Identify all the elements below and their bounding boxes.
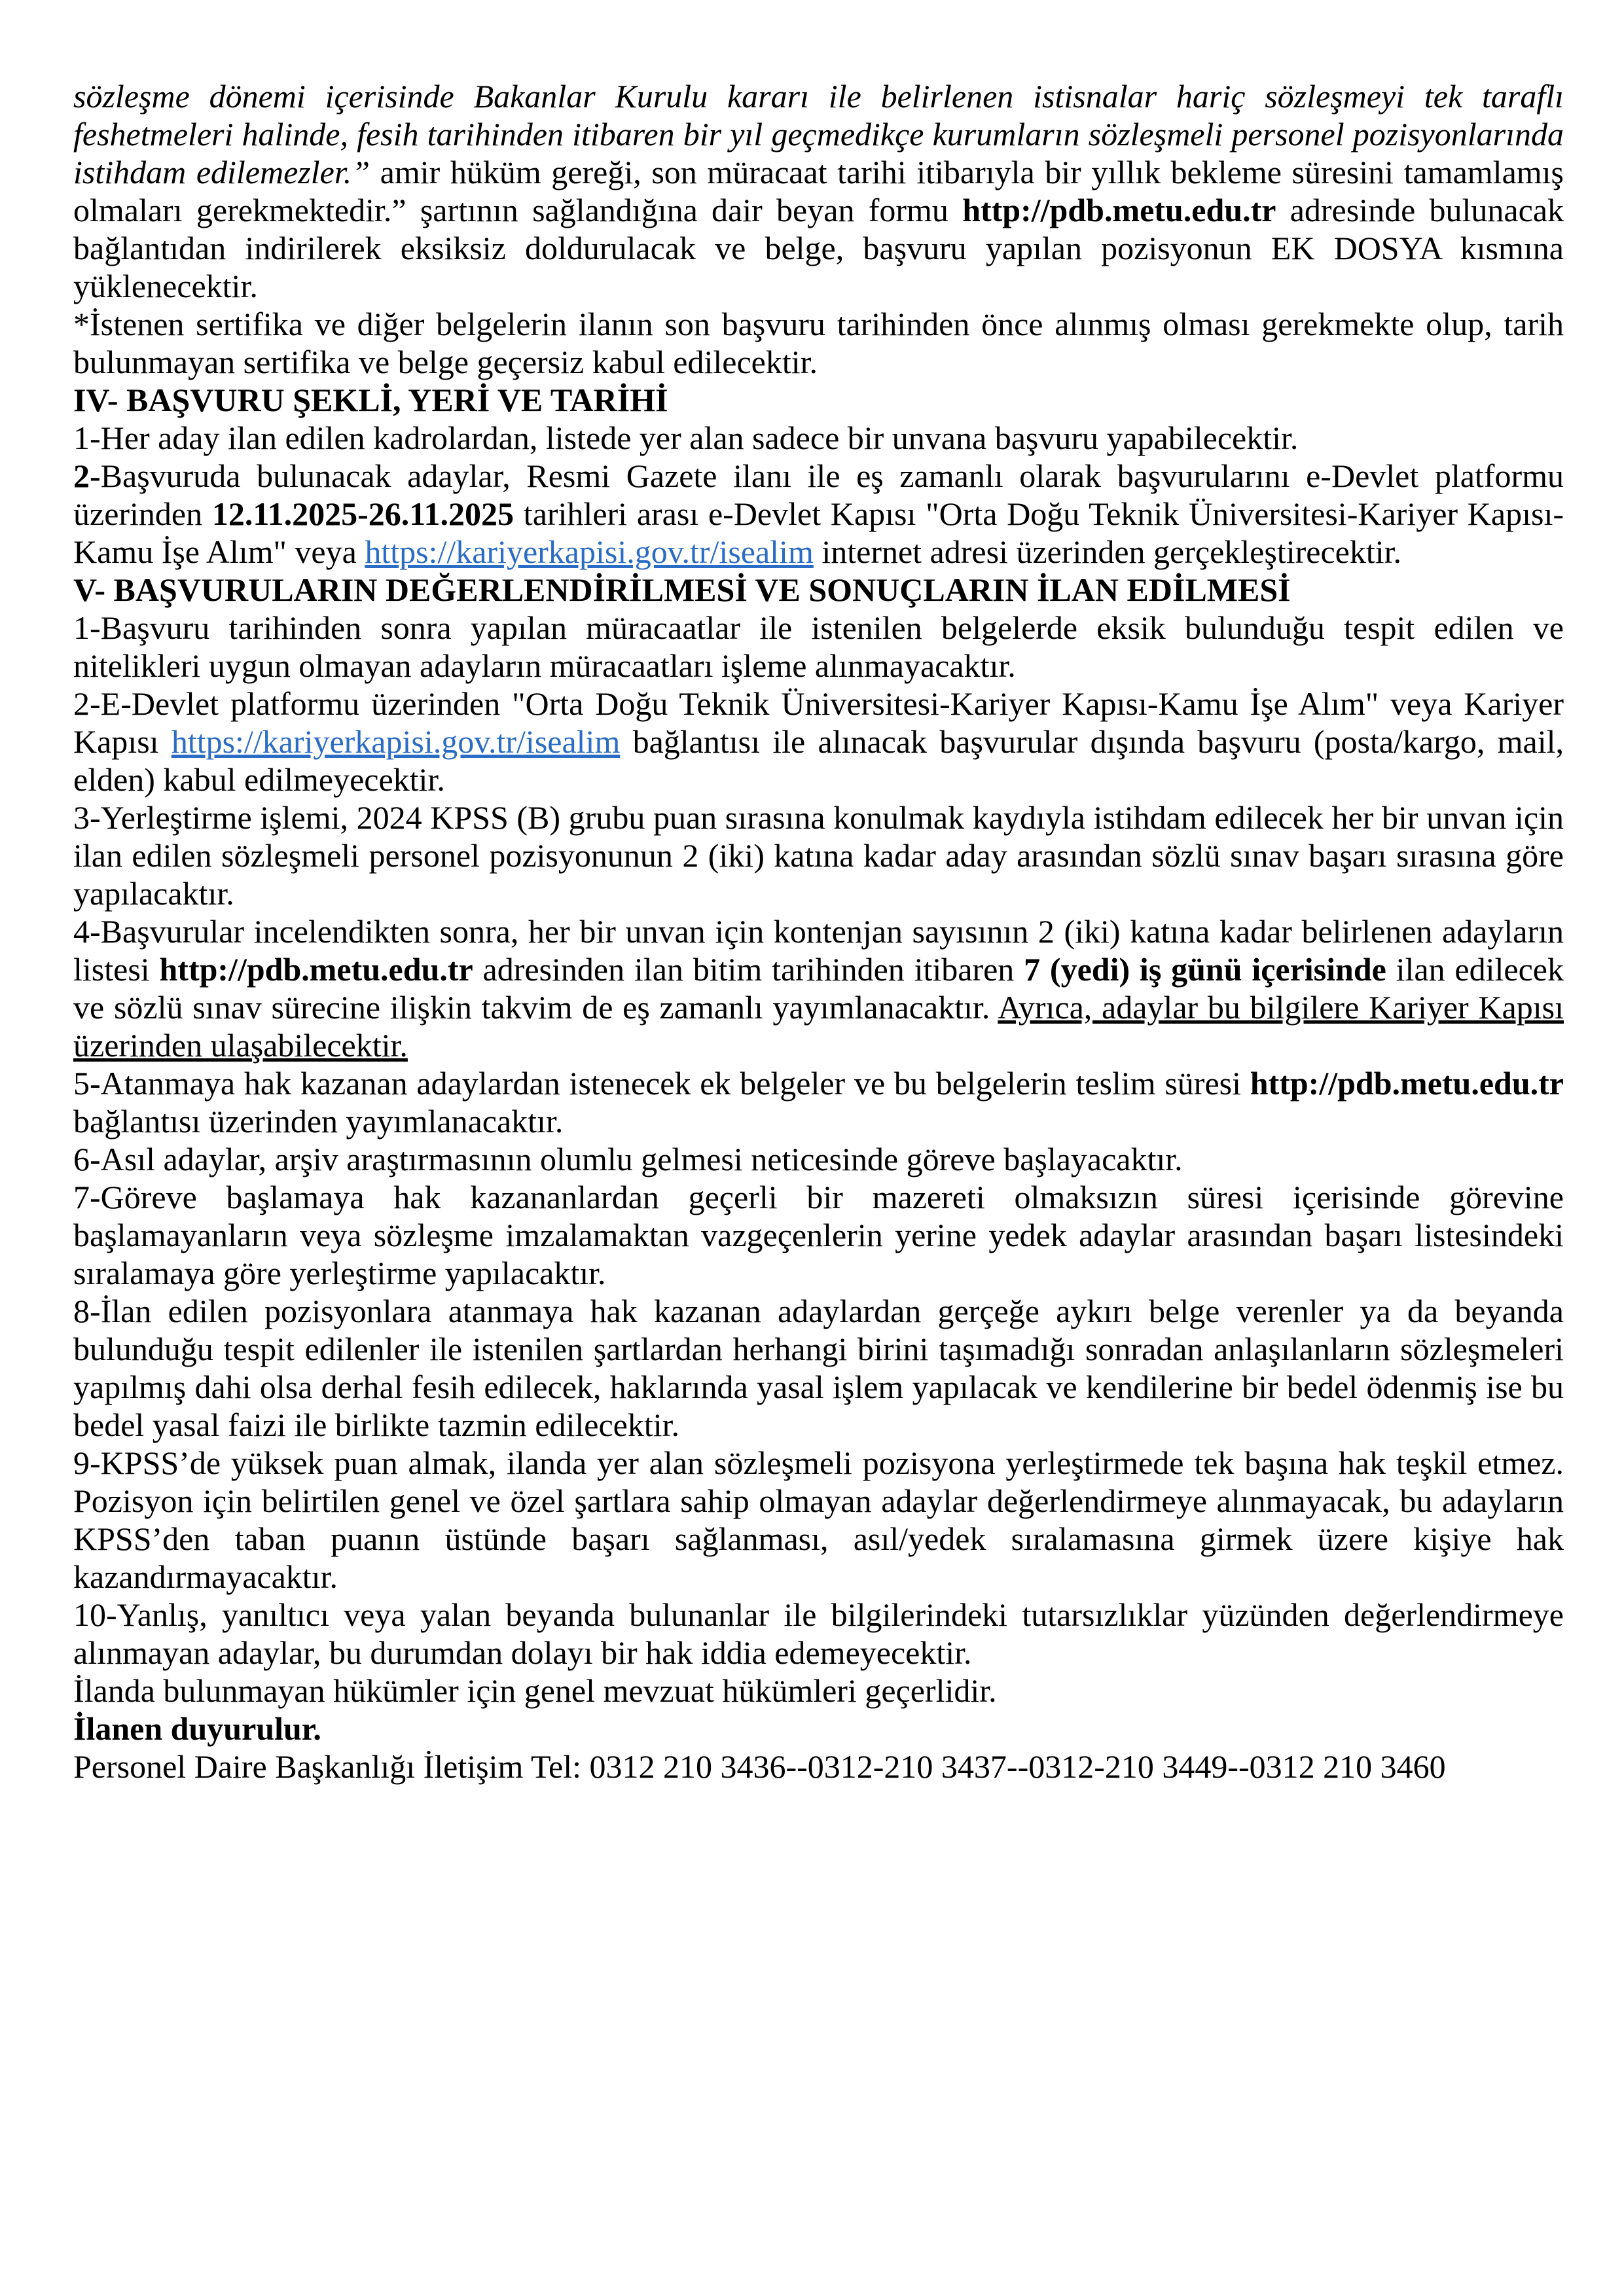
item-v-7: [73, 1178, 1564, 1292]
document-body: [73, 77, 1564, 1785]
text-run: Başvuruda bulunacak adaylar, Resmi Gazete ilanı ile eş zamanlı olarak başvurularını e-Devlet platformu üzerinden: [73, 457, 1564, 532]
item-iv-2: [73, 457, 1564, 571]
item-v-3: [73, 798, 1564, 912]
text-run: 1-Her aday ilan edilen kadrolardan, listede yer alan sadece bir unvana başvuru yapabilecektir.: [73, 420, 1299, 456]
text-run: sözleşme dönemi içerisinde Bakanlar Kurulu kararı ile belirlenen istisnalar hariç sözleşmeyi tek taraflı feshetmeleri halinde, fesih tarihinden itibaren bir yıl geçmedikçe kurumların sözleşmeli personel pozisyonlarında istihdam edilemezler.”: [73, 78, 1564, 190]
text-run: http://pdb.metu.edu.tr: [159, 951, 473, 988]
text-run: 7-Göreve başlamaya hak kazananlardan geçerli bir mazereti olmaksızın süresi içerisinde görevine başlamayanların veya sözleşme imzalamaktan vazgeçenlerin yerine yedek adaylar arasından başarı listesindeki sıralamaya göre yerleştirme yapılacaktır.: [73, 1179, 1564, 1291]
general-provisions-note: [73, 1672, 1564, 1710]
hyperlink[interactable]: https://kariyerkapisi.gov.tr/isealim: [365, 533, 814, 570]
text-run: 1-Başvuru tarihinden sonra yapılan müracaatlar ile istenilen belgelerde eksik bulunduğu tespit edilen ve nitelikleri uygun olmayan adayların müracaatları işleme alınmayacaktır.: [73, 609, 1564, 684]
section-v-heading: [73, 571, 1564, 609]
text-run: bağlantısı üzerinden yayımlanacaktır.: [73, 1103, 564, 1139]
hyperlink[interactable]: https://kariyerkapisi.gov.tr/isealim: [171, 723, 621, 760]
text-run: 6-Asıl adaylar, arşiv araştırmasının olumlu gelmesi neticesinde göreve başlayacaktır.: [73, 1141, 1183, 1177]
text-run: 4-Başvurular incelendikten sonra, her bir unvan için kontenjan sayısının 2 (iki) katına kadar belirlenen adayların listesi: [73, 913, 1564, 988]
item-v-9: [73, 1444, 1564, 1596]
item-v-8: [73, 1292, 1564, 1444]
item-v-1: [73, 609, 1564, 685]
text-run: internet adresi üzerinden gerçekleştirecektir.: [813, 533, 1402, 570]
item-v-5: [73, 1064, 1564, 1140]
text-run: 9-KPSS’de yüksek puan almak, ilanda yer alan sözleşmeli pozisyona yerleştirmede tek başına hak teşkil etmez. Pozisyon için belirtilen genel ve özel şartlara sahip olmayan adaylar değerlendirmeye alınmayacak, bu adayların KPSS’den taban puanın üstünde başarı sağlanması, asıl/yedek sıralamasına girmek üzere kişiye hak kazandırmayacaktır.: [73, 1444, 1564, 1595]
text-run: ilan edilecek ve sözlü sınav sürecine ilişkin takvim de eş zamanlı yayımlanacaktır.: [73, 951, 1564, 1026]
text-run: 10-Yanlış, yanıltıcı veya yalan beyanda bulunanlar ile bilgilerindeki tutarsızlıklar yüzünden değerlendirmeye alınmayan adaylar, bu durumdan dolayı bir hak iddia edemeyecektir.: [73, 1596, 1564, 1671]
text-run: Ayrıca, adaylar bu bilgilere Kariyer Kapısı üzerinden ulaşabilecektir.: [73, 989, 1564, 1064]
text-run: 2-: [73, 457, 101, 494]
item-v-6: [73, 1140, 1564, 1178]
item-iv-1: [73, 419, 1564, 457]
text-run: İlanen duyurulur.: [73, 1710, 321, 1747]
text-run: *İstenen sertifika ve diğer belgelerin ilanın son başvuru tarihinden önce alınmış olması gerekmekte olup, tarih bulunmayan sertifika ve belge geçersiz kabul edilecektir.: [73, 306, 1564, 380]
text-run: IV- BAŞVURU ŞEKLİ, YERİ VE TARİHİ: [73, 382, 668, 418]
continuation-paragraph: [73, 77, 1564, 305]
text-run: amir hüküm gereği, son müracaat tarihi itibarıyla bir yıllık bekleme süresini tamamlamış olmaları gerekmektedir.” şartının sağlandığına dair beyan formu: [73, 154, 1564, 228]
text-run: V- BAŞVURULARIN DEĞERLENDİRİLMESİ VE SONUÇLARIN İLAN EDİLMESİ: [73, 571, 1291, 608]
text-run: 2-E-Devlet platformu üzerinden "Orta Doğu Teknik Üniversitesi-Kariyer Kapısı-Kamu İşe Alım" veya Kariyer Kapısı: [73, 685, 1564, 760]
text-run: tarihleri arası e-Devlet Kapısı "Orta Doğu Teknik Üniversitesi-Kariyer Kapısı-Kamu İşe Alım" veya: [73, 495, 1564, 570]
text-run: bağlantısı ile alınacak başvurular dışında başvuru (posta/kargo, mail, elden) kabul edilmeyecektir.: [73, 723, 1564, 798]
item-v-2: [73, 685, 1564, 798]
contact-line: [73, 1748, 1564, 1785]
text-run: adresinden ilan bitim tarihinden itibaren: [473, 951, 1024, 988]
section-iv-heading: [73, 381, 1564, 419]
text-run: http://pdb.metu.edu.tr: [1250, 1065, 1564, 1102]
text-run: http://pdb.metu.edu.tr: [962, 192, 1276, 228]
text-run: 3-Yerleştirme işlemi, 2024 KPSS (B) grubu puan sırasına konulmak kaydıyla istihdam edilecek her bir unvan için ilan edilen sözleşmeli personel pozisyonunun 2 (iki) katına kadar aday arasından sözlü sınav başarı sırasına göre yapılacaktır.: [73, 799, 1564, 912]
text-run: 5-Atanmaya hak kazanan adaylardan istenecek ek belgeler ve bu belgelerin teslim süresi: [73, 1065, 1250, 1102]
text-run: 8-İlan edilen pozisyonlara atanmaya hak kazanan adaylardan gerçeğe aykırı belge verenler ya da beyanda bulunduğu tespit edilenler ile istenilen şartlardan herhangi birini taşımadığı sonradan anlaşılanların sözleşmeleri yapılmış dahi olsa derhal fesih edilecek, haklarında yasal işlem yapılacak ve kendilerine bir bedel ödenmiş ise bu bedel yasal faizi ile birlikte tazmin edilecektir.: [73, 1293, 1564, 1443]
announcement-closing: [73, 1710, 1564, 1748]
text-run: Personel Daire Başkanlığı İletişim Tel: 0312 210 3436--0312-210 3437--0312-210 3449--0312 210 3460: [73, 1748, 1446, 1785]
item-v-10: [73, 1596, 1564, 1672]
text-run: 7 (yedi) iş günü içerisinde: [1024, 951, 1386, 988]
item-v-4: [73, 912, 1564, 1064]
text-run: İlanda bulunmayan hükümler için genel mevzuat hükümleri geçerlidir.: [73, 1672, 997, 1709]
certificate-note: [73, 305, 1564, 381]
text-run: 12.11.2025-26.11.2025: [211, 495, 514, 532]
text-run: adresinde bulunacak bağlantıdan indirilerek eksiksiz doldurulacak ve belge, başvuru yapılan pozisyonun EK DOSYA kısmına yüklenecektir.: [73, 192, 1564, 304]
